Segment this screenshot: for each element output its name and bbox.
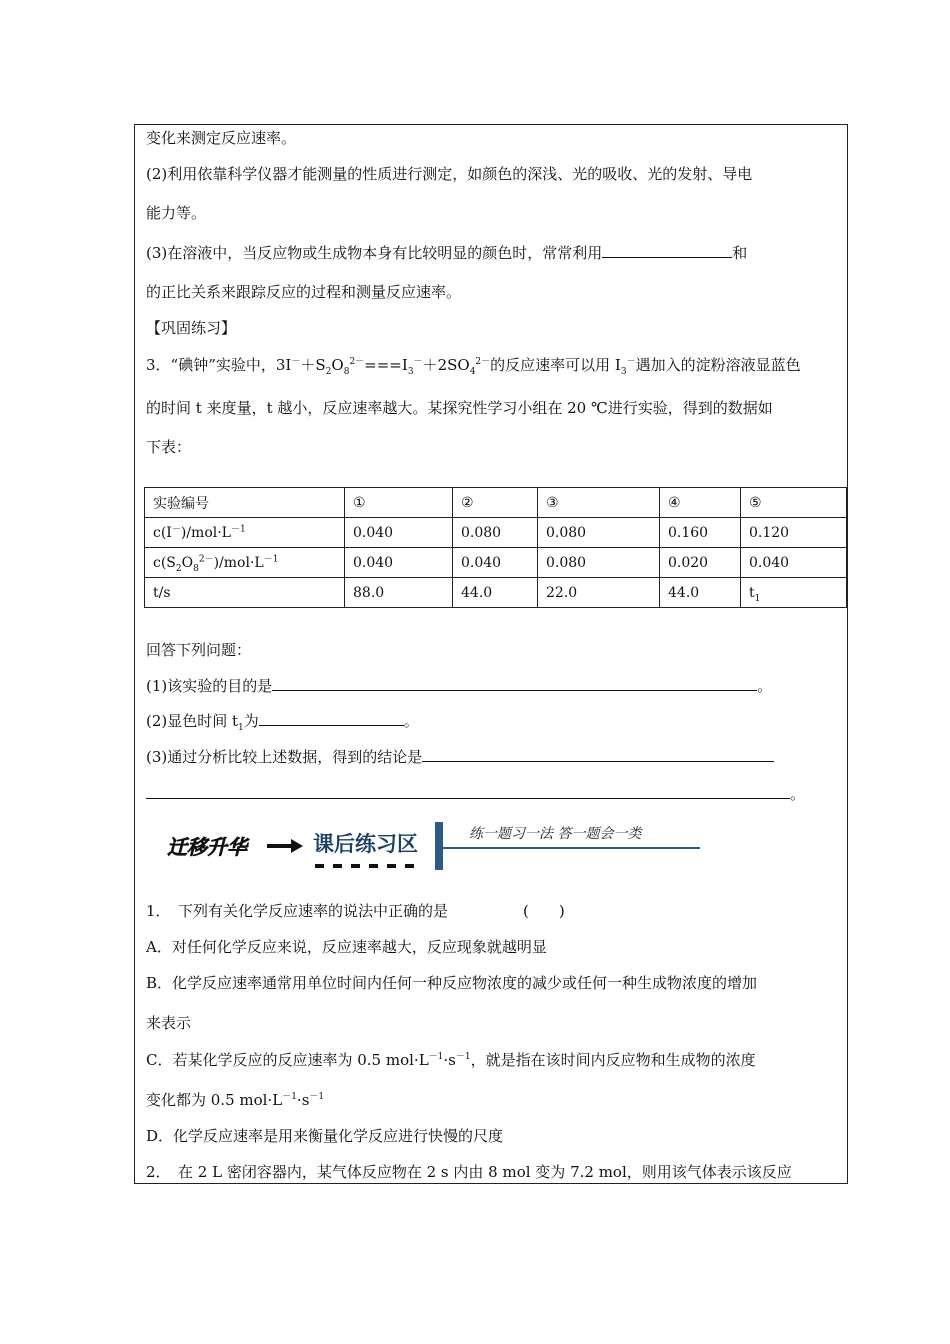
table-cell: 0.040 [345, 518, 453, 548]
subscript: 3 [407, 367, 414, 377]
text-segment: 。 [403, 712, 419, 730]
text-line: 的时间 t 来度量，t 越小，反应速率越大。某探究性学习小组在 20 ℃进行实验，得到的数据如 [146, 399, 773, 417]
superscript: －1 [309, 1092, 325, 1102]
text-segment: 。 [790, 785, 806, 803]
banner-motto: 练一题习一法 答一题会一类 [469, 826, 642, 842]
banner-graphic [165, 818, 705, 874]
text-line: (2)利用依靠科学仪器才能测量的性质进行测定，如颜色的深浅、光的吸收、光的发射、导电 [146, 165, 753, 183]
text-line: 下表： [146, 438, 192, 456]
question-line: 1． 下列有关化学反应速率的说法中正确的是 ( ) [146, 902, 565, 920]
superscript: － [413, 357, 423, 367]
row-label-iodide: $c(I^-)/mol\cdot L^{-1}$ [145, 518, 345, 548]
text-line [146, 355, 801, 375]
arrow-right-icon [291, 839, 303, 853]
text-segment: 和 [732, 244, 748, 262]
superscript: －1 [455, 1052, 471, 1062]
row-label-persulfate: $c(S_2O_8^{2-})/mol\cdot L^{-1}$ [145, 548, 345, 578]
superscript: －1 [428, 1052, 444, 1062]
section-banner [165, 818, 705, 874]
question-line [146, 746, 774, 767]
question-line [146, 675, 772, 696]
answer-blank[interactable] [272, 675, 757, 691]
superscript: 2－ [475, 357, 491, 367]
table-row [145, 578, 847, 608]
table-cell: 0.080 [453, 518, 538, 548]
answer-blank[interactable] [602, 242, 732, 258]
text-line: 能力等。 [146, 204, 207, 222]
banner-logo-text: 迁移升华 [167, 835, 247, 859]
table-header-cell: ③ [538, 488, 660, 518]
subscript: 3 [620, 367, 627, 377]
question-line [146, 710, 419, 731]
text-segment: ＋S [300, 356, 326, 374]
table-cell: 0.040 [453, 548, 538, 578]
banner-title: 课后练习区 [313, 832, 418, 856]
text-segment: (2)显色时间 t [146, 712, 239, 730]
text-segment: ，就是指在该时间内反应物和生成物的浓度 [470, 1051, 756, 1069]
table-cell: 0.080 [538, 518, 660, 548]
subscript: 8 [343, 367, 350, 377]
option-b: B．化学反应速率通常用单位时间内任何一种反应物浓度的减少或任何一种生成物浓度的增加 [146, 974, 758, 992]
table-row [145, 548, 847, 578]
table-cell: 0.160 [660, 518, 741, 548]
text-segment: (3)在溶液中，当反应物或生成物本身有比较明显的颜色时，常常利用 [146, 244, 603, 262]
text-segment: 变化都为 0.5 mol·L [146, 1091, 283, 1109]
table-cell: 0.040 [741, 548, 847, 578]
table-header-cell: 实验编号 [145, 488, 345, 518]
option-d: D．化学反应速率是用来衡量化学反应进行快慢的尺度 [146, 1127, 504, 1145]
superscript: － [626, 357, 636, 367]
answer-blank[interactable] [259, 710, 404, 726]
answer-blank[interactable] [146, 783, 790, 799]
text-segment: ===I [364, 356, 408, 374]
text-segment: (3)通过分析比较上述数据，得到的结论是 [146, 748, 423, 766]
superscript: 2－ [349, 357, 365, 367]
option-a: A．对任何化学反应来说，反应速率越大，反应现象就越明显 [146, 938, 547, 956]
text-segment: O [331, 356, 344, 374]
experiment-table [144, 487, 847, 608]
text-line: 回答下列问题： [146, 641, 252, 659]
text-segment: (1)该实验的目的是 [146, 677, 273, 695]
table-cell: $t_1$ [741, 578, 847, 608]
subscript: 2 [325, 367, 332, 377]
table-cell: 88.0 [345, 578, 453, 608]
row-label-time: t/s [145, 578, 345, 608]
superscript: －1 [282, 1092, 297, 1102]
option-c-cont [146, 1090, 324, 1110]
section-heading: 【巩固练习】 [146, 319, 237, 337]
option-b-cont: 来表示 [146, 1014, 192, 1032]
text-line: 变化来测定反应速率。 [146, 129, 297, 147]
option-c [146, 1050, 756, 1070]
table-row [145, 488, 847, 518]
table-row [145, 518, 847, 548]
table-cell: 44.0 [660, 578, 741, 608]
table-cell: 0.040 [345, 548, 453, 578]
table-header-cell: ② [453, 488, 538, 518]
text-segment: ·s [296, 1091, 310, 1109]
text-segment: 为 [243, 712, 259, 730]
answer-blank[interactable] [422, 746, 774, 762]
text-segment: 。 [757, 677, 773, 695]
text-segment: ·s [443, 1051, 456, 1069]
table-header-cell: ④ [660, 488, 741, 518]
subscript: 1 [238, 723, 244, 733]
table-header-cell: ① [345, 488, 453, 518]
superscript: － [291, 357, 301, 367]
text-segment: 遇加入的淀粉溶液显蓝色 [635, 356, 801, 374]
banner-divider [435, 822, 443, 870]
text-segment: ＋2SO [422, 356, 470, 374]
table-cell: 44.0 [453, 578, 538, 608]
table-cell: 22.0 [538, 578, 660, 608]
text-segment: 3．“碘钟”实验中，3I [146, 356, 292, 374]
table-header-cell: ⑤ [741, 488, 847, 518]
text-segment: 的反应速率可以用 I [490, 356, 621, 374]
question-line [146, 783, 805, 804]
table-cell: 0.080 [538, 548, 660, 578]
text-line [146, 242, 747, 263]
subscript: 4 [469, 367, 476, 377]
table-cell: 0.020 [660, 548, 741, 578]
text-segment: C．若某化学反应的反应速率为 0.5 mol·L [146, 1051, 429, 1069]
table-cell: 0.120 [741, 518, 847, 548]
question-line: 2． 在 2 L 密闭容器内，某气体反应物在 2 s 内由 8 mol 变为 7.2 mol，则用该气体表示该反应 [146, 1163, 792, 1181]
text-line: 的正比关系来跟踪反应的过程和测量反应速率。 [146, 283, 462, 301]
